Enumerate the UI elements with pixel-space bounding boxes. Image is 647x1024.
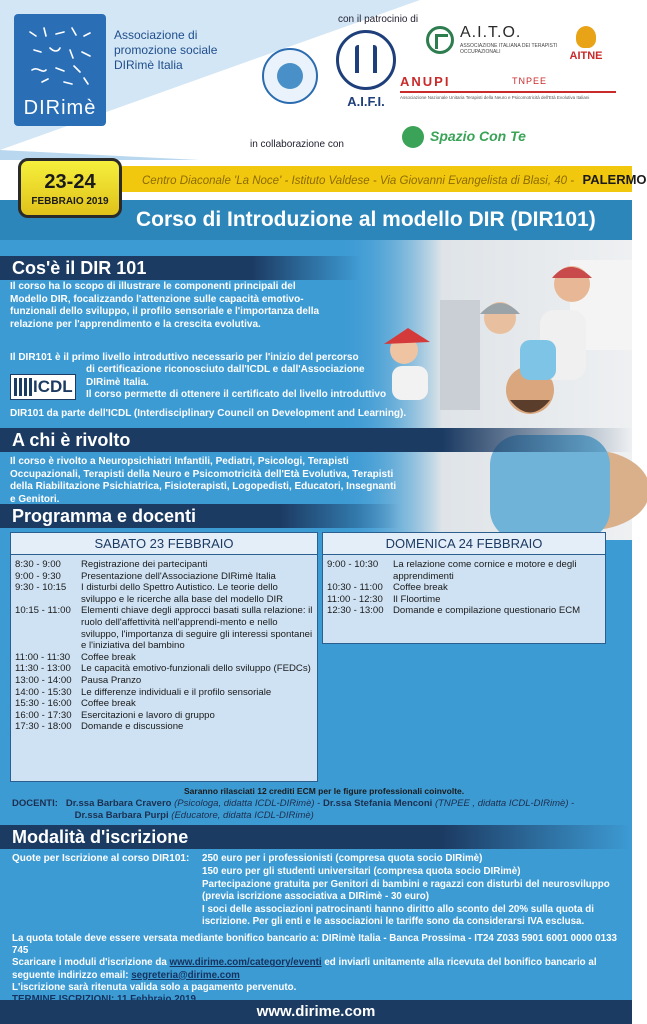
section-rivolto-heading (0, 428, 632, 452)
anupi-logo-subtitle: Associazione Nazionale Unitaria Terapisti della Neuro e Psicomotricità dell'Età Evolutiva Italiani (400, 95, 590, 100)
schedule-time: 10:30 - 11:00 (327, 582, 383, 594)
schedule-saturday-title: SABATO 23 FEBBRAIO (11, 533, 317, 555)
header (0, 0, 632, 160)
schedule-activity: Coffee break (81, 651, 136, 663)
schedule-time: 8:30 - 9:00 (15, 559, 61, 570)
docenti: DOCENTI: Dr.ssa Barbara Cravero (Psicologa, didatta ICDL-DIRimè) - Dr.ssa Stefania Menconi (TNPEE , didatta ICDL-DIRimè) - Dr.ssa Barbara Purpi (Educatore, didatta ICDL-DIRimè) (12, 798, 575, 821)
schedule-activity: Elementi chiave degli approcci basati sulla relazione: il ruolo dell'affettività nell'apprendi-mento e nello sviluppo, l'importanza di seguire gli interessi spontanei e l'iniziativa del bambino (81, 605, 313, 652)
footer-url[interactable]: www.dirime.com (256, 1003, 376, 1020)
cose-paragraph-2a: Il DIR101 è il primo livello introduttivo necessario per l'inizio del percorso (10, 352, 359, 363)
event-dates: 23-24 (44, 171, 96, 193)
icdl-logo (10, 374, 76, 400)
aito-emblem-icon (426, 26, 454, 54)
cose-line-d: Il corso permette di ottenere il certificato del livello introduttivo (86, 389, 387, 400)
schedule-time: 9:30 - 10:15 (15, 582, 67, 594)
schedule-row (15, 687, 313, 699)
schedule-row (327, 582, 601, 594)
quote-list (202, 853, 626, 929)
schedule-activity: Le differenze individuali e il profilo sensoriale (81, 686, 272, 698)
aito-logo (426, 24, 562, 60)
docente-2-role: (TNPEE , didatta ICDL-DIRimè) (434, 798, 569, 809)
schedule-time: 16:00 - 17:30 (15, 709, 72, 721)
schedule-activity: Coffee break (81, 698, 136, 710)
aifi-logo (330, 30, 402, 120)
collaborazione-label: in collaborazione con (250, 139, 344, 150)
event-venue: Centro Diaconale 'La Noce' - Istituto Valdese - Via Giovanni Evangelista di Blasi, 40 - (142, 175, 575, 187)
schedule-row (15, 721, 313, 733)
location-bar (122, 166, 647, 192)
quote-item: Partecipazione gratuita per Genitori di bambini e ragazzi con disturbi del neurosviluppo (previa iscrizione associativa a DIRimè - 30 euro) (202, 879, 610, 902)
payment-bank: La quota totale deve essere versata mediante bonifico bancario a: DIRimè Italia - Banca Prossima - IT24 Z033 5901 6001 0000 0133 745 (12, 933, 617, 957)
events-link[interactable]: www.dirime.com/category/eventi (169, 957, 322, 969)
quote-item: I soci delle associazioni patrocinanti hanno diritto allo sconto del 20% sulla quota di iscrizione. Per gli enti e le associazioni le tariffe sono da considerarsi IVA esclusa. (202, 904, 594, 927)
schedule-row (327, 605, 601, 617)
aito-logo-title: A.I.T.O. (460, 24, 522, 41)
dirime-logo-icon (22, 22, 98, 92)
aifi-logo-text: A.I.F.I. (347, 94, 385, 109)
schedule-row (327, 559, 601, 582)
schedule-row (15, 710, 313, 722)
schedule-time: 11:30 - 13:00 (15, 663, 71, 675)
anupi-logo-title: ANUPI (400, 74, 451, 89)
quote-label: Quote per Iscrizione al corso DIR101: (12, 853, 190, 864)
schedule-sunday-rows (323, 555, 605, 621)
schedule-activity: Esercitazioni e lavoro di gruppo (81, 709, 215, 721)
docente-1-name: Dr.ssa Barbara Cravero (65, 798, 172, 809)
schedule-activity: Il Floortime (393, 593, 441, 605)
footer (0, 1000, 632, 1024)
aifi-emblem-icon (336, 30, 396, 90)
payment-modules-text-b: ed inviarli unitamente alla ricevuta del bonifico bancario al seguente indirizzo email: (12, 957, 597, 981)
schedule-activity: Pausa Pranzo (81, 674, 142, 686)
payment-info (12, 933, 626, 1006)
schedule-row (15, 652, 313, 664)
course-title: Corso di Introduzione al modello DIR (DIR101) (136, 208, 596, 231)
spazio-figure-icon (402, 126, 424, 148)
anupi-divider (400, 91, 616, 93)
payment-modules (12, 957, 626, 981)
schedule-time: 9:00 - 9:30 (15, 570, 61, 582)
schedule-row (15, 571, 313, 583)
dirime-logo-word: DIRimè (23, 97, 97, 119)
assoc-line-2: promozione sociale (114, 43, 218, 57)
aitne-logo-text: AITNE (569, 50, 603, 62)
spazio-con-te-logo (402, 124, 532, 152)
schedule-row (15, 698, 313, 710)
aito-logo-subtitle: ASSOCIAZIONE ITALIANA DEI TERAPISTI OCCUPAZIONALI (460, 43, 558, 55)
schedule-saturday-rows (11, 555, 317, 737)
dirime-logo (14, 14, 106, 126)
cose-paragraph-2b (86, 364, 426, 402)
schedule-row (15, 559, 313, 571)
rivolto-heading-text: A chi è rivolto (12, 430, 131, 450)
schedule-time: 14:00 - 15:30 (15, 686, 72, 698)
anupi-logo (400, 74, 622, 120)
section-cose-heading (0, 256, 360, 280)
cose-line-b: di certificazione riconosciuto dall'ICDL e dall'Associazione (86, 364, 365, 375)
schedule-row (15, 582, 313, 605)
payment-validity: L'iscrizione sarà ritenuta valida solo a pagamento pervenuto. (12, 981, 297, 993)
payment-modules-text-a: Scaricare i moduli d'iscrizione da (12, 957, 167, 969)
anupi-logo-tnpee: TNPEE (512, 76, 548, 86)
schedule-time: 17:30 - 18:00 (15, 721, 72, 733)
schedule-sunday-title: DOMENICA 24 FEBBRAIO (323, 533, 605, 555)
docente-3-name: Dr.ssa Barbara Purpi (74, 810, 169, 821)
section-modalita-heading (0, 825, 632, 849)
ecm-credits-note: Saranno rilasciati 12 crediti ECM per le figure professionali coinvolte. (184, 786, 465, 796)
schedule-time: 13:00 - 14:00 (15, 674, 72, 686)
cose-line-c: DIRimè Italia. (86, 376, 149, 388)
cose-heading-text: Cos'è il DIR 101 (12, 258, 147, 278)
schedule-activity: Coffee break (393, 582, 448, 594)
icdl-bars-icon (14, 378, 32, 396)
cose-paragraph-1: Il corso ha lo scopo di illustrare le componenti principali del Modello DIR, focalizzando l'attenzione sulle capacità emotivo-funzionali dello sviluppo, il profilo sensoriale e l'importanza della relazione per l'apprendimento e la crescita evolutiva. (10, 281, 320, 330)
schedule-activity: La relazione come cornice e motore e degli apprendimenti (393, 559, 577, 582)
aitne-logo (562, 26, 610, 68)
cose-paragraph-2e: DIR101 da parte dell'ICDL (Interdisciplinary Council on Development and Learning). (10, 408, 407, 419)
schedule-time: 9:00 - 10:30 (327, 559, 379, 570)
quote-item: 150 euro per gli studenti universitari (compresa quota socio DIRimè) (202, 866, 521, 877)
docenti-label: DOCENTI: (12, 798, 58, 809)
assoc-line-3: DIRimè Italia (114, 58, 183, 72)
main-content (0, 240, 632, 1000)
email-link[interactable]: segreteria@dirime.com (131, 969, 240, 981)
schedule-activity: Domande e compilazione questionario ECM (393, 605, 581, 617)
schedule-time: 15:30 - 16:00 (15, 698, 72, 710)
modalita-heading-text: Modalità d'iscrizione (12, 827, 189, 847)
event-city: PALERMO (582, 172, 647, 187)
schedule-time: 12:30 - 13:00 (327, 605, 384, 617)
association-name (114, 28, 244, 73)
quote-item: 250 euro per i professionisti (compresa quota socio DIRimè) (202, 853, 483, 864)
schedule-row (15, 663, 313, 675)
schedule-activity: I disturbi dello Spettro Autistico. Le teorie dello sviluppo e le ricerche alla base del modello DIR (81, 582, 284, 605)
schedule-time: 11:00 - 12:30 (327, 593, 383, 605)
section-programma-heading (0, 504, 400, 528)
date-badge (18, 158, 122, 218)
assoc-line-1: Associazione di (114, 28, 198, 42)
docente-2-name: Dr.ssa Stefania Menconi (323, 798, 433, 809)
event-month: FEBBRAIO 2019 (31, 196, 109, 207)
schedule-row (15, 675, 313, 687)
schedule-activity: Presentazione dell'Associazione DIRimè Italia (81, 570, 276, 582)
schedule-saturday (10, 532, 318, 782)
rivolto-text: Il corso è rivolto a Neuropsichiatri Infantili, Pediatri, Psicologi, Terapisti Occupazionali, Terapisti della Neuro e Psicomotricità dell'Età Evolutiva, Terapisti della Riabilitazione Psichiatrica, Fisioterapisti, Logopedisti, Educatori, Insegnanti e Genitori. (10, 456, 397, 505)
programma-heading-text: Programma e docenti (12, 506, 197, 526)
schedule-activity: Registrazione dei partecipanti (81, 559, 208, 570)
schedule-activity: Domande e discussione (81, 721, 184, 733)
docente-3-role: (Educatore, didatta ICDL-DIRimè) (171, 810, 314, 821)
fisioterapia-pediatrica-logo (262, 48, 318, 104)
schedule-time: 10:15 - 11:00 (15, 605, 71, 617)
spazio-logo-text: Spazio Con Te (430, 128, 526, 144)
schedule-row (327, 594, 601, 606)
docente-1-role: (Psicologa, didatta ICDL-DIRimè) (174, 798, 315, 809)
schedule-sunday (322, 532, 606, 644)
schedule-row (15, 605, 313, 651)
aitne-flame-icon (576, 26, 596, 48)
icdl-logo-text: ICDL (33, 377, 73, 396)
schedule-activity: Le capacità emotivo-funzionali dello sviluppo (FEDCs) (81, 663, 311, 675)
schedule-time: 11:00 - 11:30 (15, 651, 71, 663)
patrocinio-label: con il patrocinio di (338, 14, 419, 25)
